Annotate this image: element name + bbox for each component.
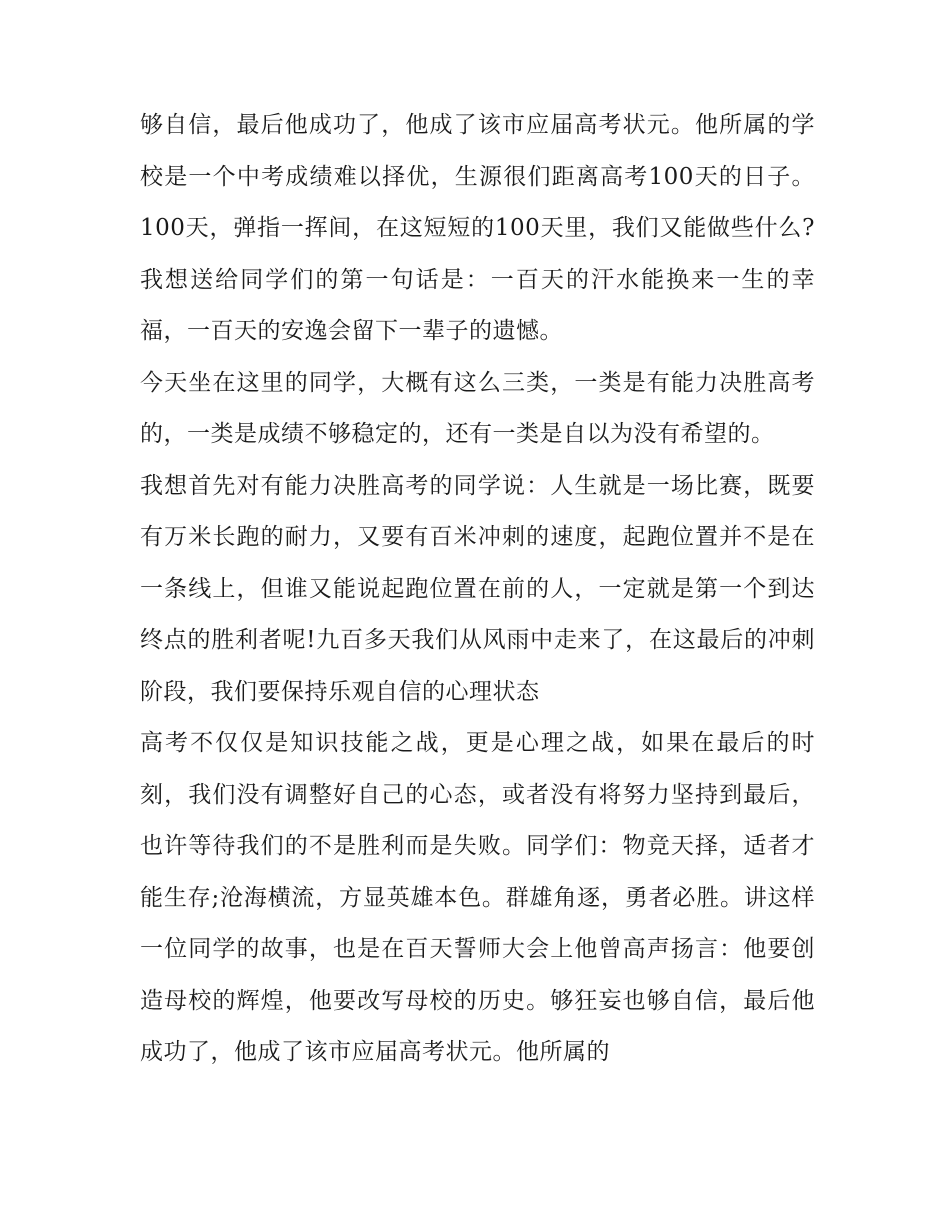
paragraph-3: 我想首先对有能力决胜高考的同学说：人生就是一场比赛，既要有万米长跑的耐力，又要有百米冲刺的速度，起跑位置并不是在一条线上，但谁又能说起跑位置在前的人，一定就是第一个到达终点的胜利者呢!九百多天我们从风雨中走来了，在这最后的冲刺阶段，我们要保持乐观自信的心理状态 xyxy=(140,472,815,705)
paragraph-1: 够自信，最后他成功了，他成了该市应届高考状元。他所属的学校是一个中考成绩难以择优，生源很们距离高考100天的日子。100天，弹指一挥间，在这短短的100天里，我们又能做些什么?我想送给同学们的第一句话是：一百天的汗水能换来一生的幸福，一百天的安逸会留下一辈子的遗憾。 xyxy=(140,112,815,344)
paragraph-2: 今天坐在这里的同学，大概有这么三类，一类是有能力决胜高考的，一类是成绩不够稳定的，还有一类是自以为没有希望的。 xyxy=(140,369,815,447)
document-body xyxy=(140,100,815,1079)
paragraph-4: 高考不仅仅是知识技能之战，更是心理之战，如果在最后的时刻，我们没有调整好自己的心态，或者没有将努力坚持到最后，也许等待我们的不是胜利而是失败。同学们：物竞天择，适者才能生存;沧海横流，方显英雄本色。群雄角逐，勇者必胜。讲这样一位同学的故事，也是在百天誓师大会上他曾高声扬言：他要创造母校的辉煌，他要改写母校的历史。够狂妄也够自信，最后他成功了，他成了该市应届高考状元。他所属的 xyxy=(140,730,815,1065)
